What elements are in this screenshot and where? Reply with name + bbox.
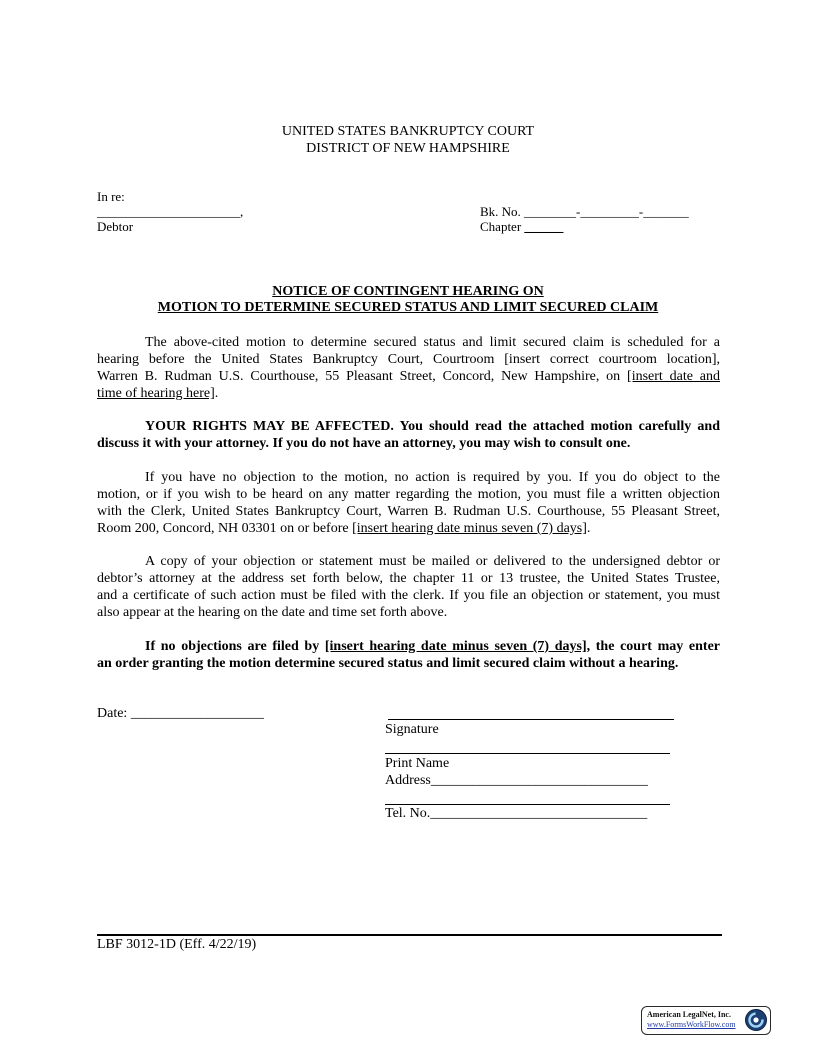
notice-title-line1: NOTICE OF CONTINGENT HEARING ON	[272, 284, 544, 299]
para1-line3	[97, 368, 720, 385]
workflow-logo-icon	[744, 1008, 768, 1032]
debtor-name-blank: ______________________,	[97, 204, 244, 219]
para4-line3: and a certificate of such action must be filed with the clerk. If you file an objection or statement, you must	[97, 588, 720, 603]
signature-label: Signature	[385, 722, 439, 737]
para2-line2: discuss it with your attorney. If you do not have an attorney, you may wish to consult one.	[97, 436, 631, 451]
para1-line4	[97, 385, 720, 402]
para1-line3-text: Warren B. Rudman U.S. Courthouse, 55 Pleasant Street, Concord, New Hampshire, on	[97, 369, 621, 384]
vendor-badge[interactable]	[641, 1006, 771, 1035]
chapter-field	[480, 219, 563, 235]
paragraph-rights	[97, 418, 720, 452]
para5-line2: an order granting the motion determine secured status and limit secured claim without a hearing.	[97, 656, 679, 671]
para3-line1: If you have no objection to the motion, no action is required by you. If you do object to the	[145, 470, 720, 485]
filing-deadline-placeholder: [insert hearing date minus seven (7) days]	[324, 639, 587, 654]
in-re-label: In re:	[97, 189, 125, 204]
debtor-label: Debtor	[97, 219, 134, 234]
para5-line1	[97, 638, 720, 655]
bankruptcy-number: Bk. No. ________-_________-_______	[480, 204, 689, 219]
para3-line4	[97, 520, 720, 537]
para3-line4-text: Room 200, Concord, NH 03301 on or before	[97, 521, 349, 536]
objection-deadline-placeholder: [insert hearing date minus seven (7) days]	[352, 521, 587, 536]
court-name: UNITED STATES BANKRUPTCY COURT	[281, 124, 535, 139]
hearing-time-placeholder: time of hearing here]	[97, 386, 215, 401]
para4-line4: also appear at the hearing on the date and time set forth above.	[97, 605, 448, 620]
vendor-url-link[interactable]: www.FormsWorkFlow.com	[647, 1020, 736, 1029]
paragraph-objection	[97, 469, 720, 537]
rights-warning: YOUR RIGHTS MAY BE AFFECTED	[145, 419, 391, 434]
para5-line1-end: , the court may enter	[586, 639, 721, 654]
paragraph-no-objection	[97, 638, 720, 672]
print-name-label: Print Name	[385, 756, 450, 771]
signature-line[interactable]	[388, 719, 674, 720]
date-field[interactable]: Date: ___________________	[97, 706, 264, 721]
para4-line2: debtor’s attorney at the address set forth below, the chapter 11 or 13 trustee, the United States Trustee,	[97, 571, 720, 586]
para4-line1: A copy of your objection or statement must be mailed or delivered to the undersigned debtor or	[145, 554, 720, 569]
chapter-label: Chapter	[480, 219, 522, 234]
para1-line2: hearing before the United States Bankruptcy Court, Courtroom [insert correct courtroom location],	[97, 352, 720, 367]
print-name-line[interactable]	[385, 753, 670, 754]
para1-line4-end: .	[214, 386, 219, 401]
para2-line1	[97, 418, 720, 435]
hearing-date-placeholder: [insert date and	[627, 369, 721, 384]
telephone-field[interactable]: Tel. No._______________________________	[385, 806, 648, 821]
vendor-company: American LegalNet, Inc.	[647, 1010, 731, 1019]
para5-line1-text: If no objections are filed by	[145, 639, 320, 654]
para3-line2: motion, or if you wish to be heard on any matter regarding the motion, you must file a written objection	[97, 487, 720, 502]
para1-line1: The above-cited motion to determine secured status and limit secured claim is scheduled for a	[145, 335, 720, 350]
address-field[interactable]: Address_______________________________	[385, 773, 648, 788]
court-district: DISTRICT OF NEW HAMPSHIRE	[306, 141, 510, 156]
notice-title-line2: MOTION TO DETERMINE SECURED STATUS AND LIMIT SECURED CLAIM	[157, 300, 659, 315]
chapter-blank: ______	[524, 219, 564, 234]
paragraph-service	[97, 553, 720, 621]
para2-line1-rest: . You should read the attached motion carefully and	[390, 419, 720, 434]
address-line-2[interactable]	[385, 804, 670, 805]
paragraph-hearing-schedule	[97, 334, 720, 402]
para3-line3: with the Clerk, United States Bankruptcy Court, Warren B. Rudman U.S. Courthouse, 55 Pleasant Street,	[97, 504, 720, 519]
para3-line4-end: .	[586, 521, 591, 536]
footer-rule	[97, 934, 722, 936]
form-identifier: LBF 3012-1D (Eff. 4/22/19)	[97, 937, 257, 952]
